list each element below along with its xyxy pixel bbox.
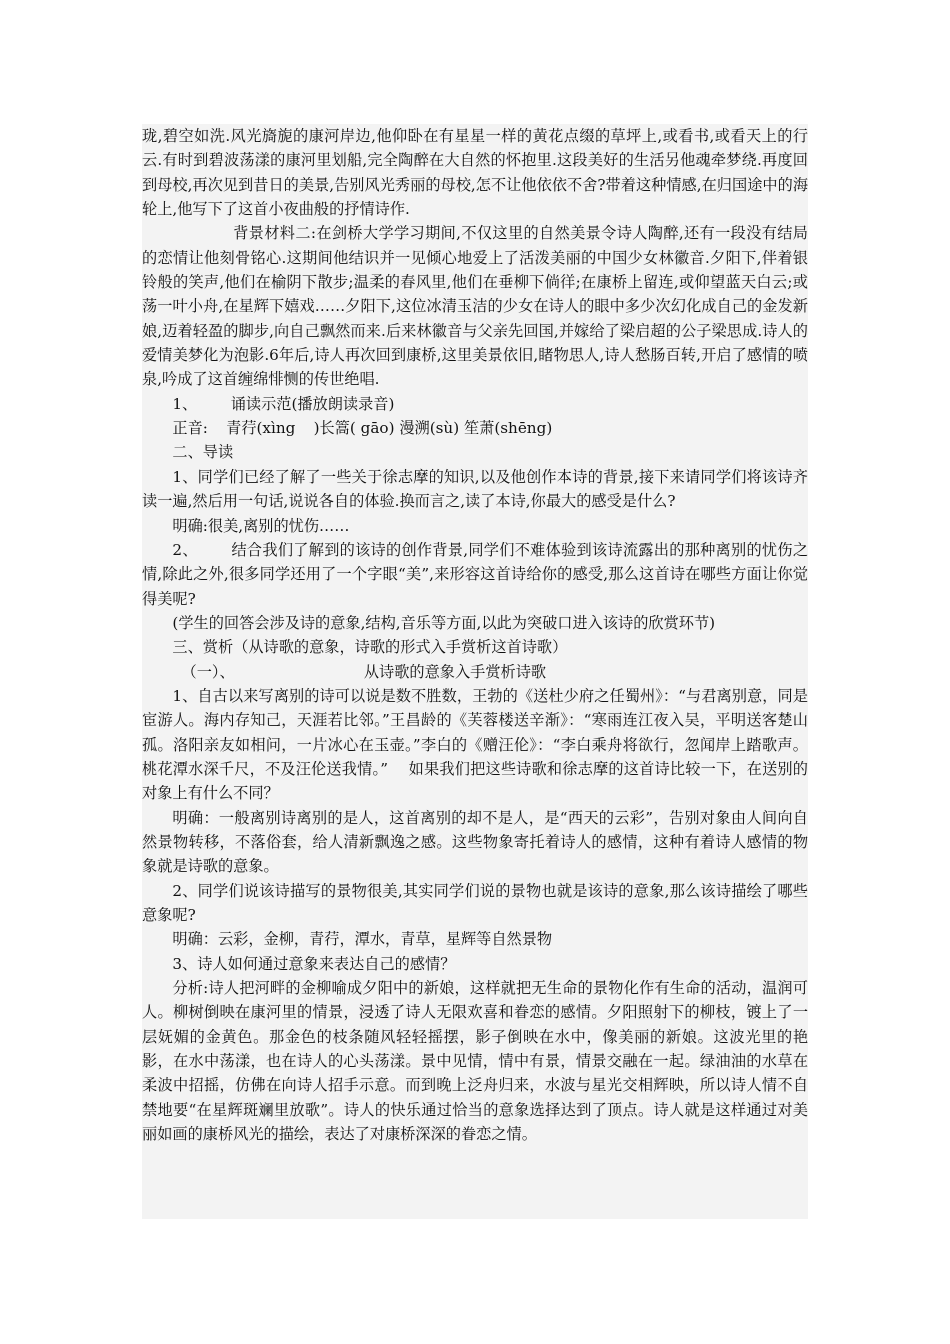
pronunciation-line xyxy=(142,416,808,440)
paragraph-answer-3: 明确：云彩，金柳，青荇，潭水，青草，星辉等自然景物 xyxy=(172,930,553,949)
pronunciation-part-1: 青荇(xìng xyxy=(226,419,296,438)
text-body xyxy=(142,124,808,1219)
paragraph-answer-1: 明确:很美,离别的忧伤…… xyxy=(172,516,350,535)
heading-recitation xyxy=(142,392,808,416)
paragraph-student-note: (学生的回答会涉及诗的意象,结构,音乐等方面,以此为突破口进入该诗的欣赏环节) xyxy=(172,613,716,632)
heading-recitation-number: 1、 xyxy=(172,394,198,413)
paragraph-farewell-poems: 1、自古以来写离别的诗可以说是数不胜数，王勃的《送杜少府之任蜀州》：“与君离别意，同是宦游人。海内存知己，天涯若比邻。”王昌龄的《芙蓉楼送辛渐》：“寒雨连江夜入吴，平明送客楚山孤。洛阳亲友如相问，一片冰心在玉壶。”李白的《赠汪伦》：“李白乘舟将欲行，忽闻岸上踏歌声。桃花潭水深千尺，不及汪伦送我情。” 如果我们把这些诗歌和徐志摩的这首诗比较一下，在送别的对象上有什么不同？ xyxy=(142,686,808,803)
pronunciation-label: 正音: xyxy=(172,419,208,438)
paragraph-background-2: 背景材料二:在剑桥大学学习期间,不仅这里的自然美景令诗人陶醉,还有一段没有结局的恋情让他刻骨铭心.这期间他结识并一见倾心地爱上了活泼美丽的中国少女林徽音.夕阳下,伴着银铃般的笑声,他们在榆阴下散步;温柔的春风里,他们在垂柳下倘徉;在康桥上留连,或仰望蓝天白云;或荡一叶小舟,在星辉下嬉戏……夕阳下,这位冰清玉洁的少女在诗人的眼中多少次幻化成自己的金发新娘,迈着轻盈的脚步,向自己飘然而来.后来林徽音与父亲先回国,并嫁给了梁启超的公子梁思成.诗人的爱情美梦化为泡影.6年后,诗人再次回到康桥,这里美景依旧,睹物思人,诗人愁肠百转,开启了感情的喷泉,吟成了这首缠绵悱恻的传世绝唱. xyxy=(142,224,808,389)
heading-appreciation: 三、赏析（从诗歌的意象，诗歌的形式入手赏析这首诗歌） xyxy=(172,638,568,657)
subheading-imagery xyxy=(142,660,808,684)
paragraph-guided-question-2 xyxy=(142,538,808,611)
paragraph-analysis: 分析:诗人把河畔的金柳喻成夕阳中的新娘，这样就把无生命的景物化作有生命的活动，温润可人。柳树倒映在康河里的情景，浸透了诗人无限欢喜和眷恋的感情。夕阳照射下的柳枝，镀上了一层妩媚的金黄色。那金色的枝条随风轻轻摇摆，影子倒映在水中，像美丽的新娘。这波光里的艳影，在水中荡漾，也在诗人的心头荡漾。景中见情，情中有景，情景交融在一起。绿油油的水草在柔波中招摇，仿佛在向诗人招手示意。而到晚上泛舟归来，水波与星光交相辉映，所以诗人情不自禁地要“在星辉斑斓里放歌”。诗人的快乐通过恰当的意象选择达到了顶点。诗人就是这样通过对美丽如画的康桥风光的描绘，表达了对康桥深深的眷恋之情。 xyxy=(142,979,808,1144)
pronunciation-part-2: )长篙( gāo) 漫溯(sù) 笙萧(shēng) xyxy=(313,419,553,438)
heading-recitation-text: 诵读示范(播放朗读录音) xyxy=(230,394,395,413)
paragraph-guided-question-1: 1、同学们已经了解了一些关于徐志摩的知识,以及他创作本诗的背景,接下来请同学们将该诗齐读一遍,然后用一句话,说说各自的体验.换而言之,读了本诗,你最大的感受是什么? xyxy=(142,467,808,511)
paragraph-guided-question-2-number: 2、 xyxy=(172,540,198,559)
subheading-imagery-number: （一）、 xyxy=(181,662,235,681)
paragraph-background-1-end: 珑,碧空如洗.风光旖旎的康河岸边,他仰卧在有星星一样的黄花点缀的草坪上,或看书,或看天上的行云.有时到碧波荡漾的康河里划船,完全陶醉在大自然的怀抱里.这段美好的生活另他魂牵梦绕.再度回到母校,再次见到昔日的美景,告别风光秀丽的母校,怎不让他依依不舍?带着这种情感,在归国途中的海轮上,他写下了这首小夜曲般的抒情诗作. xyxy=(142,127,808,219)
paragraph-answer-2: 明确：一般离别诗离别的是人，这首离别的却不是人，是“西天的云彩”，告别对象由人间向自然景物转移，不落俗套，给人清新飘逸之感。这些物象寄托着诗人的感情，这种有着诗人感情的物象就是诗歌的意象。 xyxy=(142,808,808,876)
paragraph-guided-question-2-text: 结合我们了解到的该诗的创作背景,同学们不难体验到该诗流露出的那种离别的忧伤之情,除此之外,很多同学还用了一个字眼“美”,来形容这首诗给你的感受,那么这首诗在哪些方面让你觉得美呢? xyxy=(142,540,808,608)
paragraph-question-emotion: 3、诗人如何通过意象来表达自己的感情？ xyxy=(172,954,456,973)
subheading-imagery-text: 从诗歌的意象入手赏析诗歌 xyxy=(363,662,547,681)
heading-guided-reading: 二、导读 xyxy=(172,443,234,462)
paragraph-question-imagery: 2、同学们说该诗描写的景物很美,其实同学们说的景物也就是该诗的意象,那么该诗描绘了哪些意象呢? xyxy=(142,881,808,924)
